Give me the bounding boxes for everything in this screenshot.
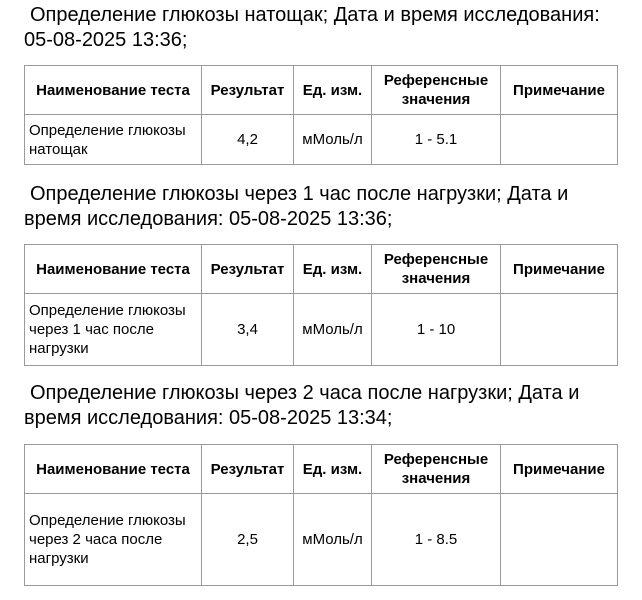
section-datetime: Дата и время исследования: 05-08-2025 13:36; <box>24 183 569 230</box>
header-unit: Ед. изм. <box>294 66 372 115</box>
header-reference: Референсные значения <box>372 245 501 294</box>
table-row <box>25 115 618 165</box>
cell-result: 2,5 <box>202 494 294 586</box>
cell-note <box>501 294 618 366</box>
cell-test-name: Определение глюкозы через 2 часа после нагрузки <box>25 494 202 586</box>
header-note: Примечание <box>501 445 618 494</box>
section-test-name: Определение глюкозы через 1 час после нагрузки; <box>30 183 502 205</box>
header-note: Примечание <box>501 66 618 115</box>
table-header-row <box>25 245 618 294</box>
header-test-name: Наименование теста <box>25 445 202 494</box>
cell-note <box>501 494 618 586</box>
cell-unit: мМоль/л <box>294 115 372 165</box>
cell-note <box>501 115 618 165</box>
cell-result: 3,4 <box>202 294 294 366</box>
results-table-2h <box>24 444 618 586</box>
table-row <box>25 494 618 586</box>
cell-test-name: Определение глюкозы через 1 час после нагрузки <box>25 294 202 366</box>
cell-reference: 1 - 8.5 <box>372 494 501 586</box>
cell-reference: 1 - 5.1 <box>372 115 501 165</box>
header-note: Примечание <box>501 245 618 294</box>
header-test-name: Наименование теста <box>25 66 202 115</box>
results-table-fasting <box>24 65 618 165</box>
header-unit: Ед. изм. <box>294 445 372 494</box>
cell-unit: мМоль/л <box>294 494 372 586</box>
header-result: Результат <box>202 66 294 115</box>
section-test-name: Определение глюкозы через 2 часа после нагрузки; <box>30 382 513 404</box>
cell-reference: 1 - 10 <box>372 294 501 366</box>
header-test-name: Наименование теста <box>25 245 202 294</box>
section-datetime: Дата и время исследования: 05-08-2025 13:36; <box>24 4 600 51</box>
header-unit: Ед. изм. <box>294 245 372 294</box>
cell-unit: мМоль/л <box>294 294 372 366</box>
header-result: Результат <box>202 245 294 294</box>
section-title-fasting <box>24 3 630 53</box>
section-title-1h <box>24 182 630 232</box>
table-header-row <box>25 445 618 494</box>
header-result: Результат <box>202 445 294 494</box>
table-row <box>25 294 618 366</box>
cell-test-name: Определение глюкозы натощак <box>25 115 202 165</box>
cell-result: 4,2 <box>202 115 294 165</box>
header-reference: Референсные значения <box>372 445 501 494</box>
section-title-2h <box>24 381 630 431</box>
table-header-row <box>25 66 618 115</box>
results-table-1h <box>24 244 618 366</box>
header-reference: Референсные значения <box>372 66 501 115</box>
section-test-name: Определение глюкозы натощак; <box>30 4 329 26</box>
section-datetime: Дата и время исследования: 05-08-2025 13:34; <box>24 382 580 429</box>
